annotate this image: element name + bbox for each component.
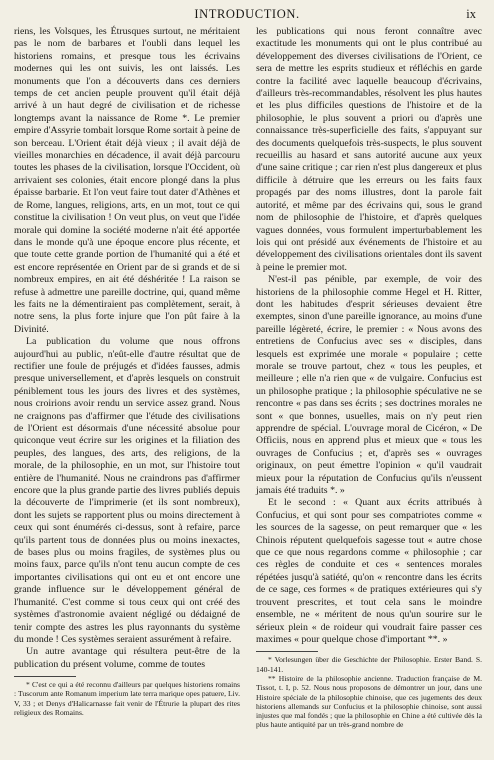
- paragraph: La publication du volume que nous offrons aujourd'hui au public, n'eût-elle d'autre résultat que de rectifier une foule de préjugés et d'idées fausses, admis presque universellement, et d'après lesquels on construit péniblement tous les jours des livres et des systèmes, nous croirions avoir rendu un service assez grand. Nous ne craignons pas d'affirmer que l'étude des civilisations de l'Orient est désormais d'une nécessité absolue pour quiconque veut écrire sur les origines et la filiation des peuples, des langues, des arts, des religions, de la morale, de la philosophie, en un mot, sur l'histoire tout entière de l'humanité. Nous ne craindrons pas d'affirmer encore que la plus grande partie des livres publiés depuis la découverte de l'imprimerie (et ils sont nombreux), dont les sujets se rapportent plus ou moins directement à ceux qui sont énumérés ci-dessus, sont à refaire, parce qu'ils partent tous de données plus ou moins inexactes, de bases plus ou moins fragiles, de systèmes plus ou moins faux, parce qu'ils n'ont tenu aucun compte de ces importantes civilisations qui ont eu et ont encore une grande influence sur le développement général de l'humanité. C'est comme si tous ceux qui ont créé des systèmes d'astronomie avaient négligé ou dédaigné de tenir compte des astres les plus rayonnants du système du monde ! Ces systèmes seraient assurément à refaire.: [14, 336, 240, 645]
- paragraph: riens, les Volsques, les Étrusques surtout, ne méritaient pas le nom de barbares et l'oubli dans lequel les historiens romains, et presque tous les écrivains modernes qui les ont suivis, les ont laissés. Les monuments que l'on a découverts dans ces derniers temps de cet ancien peuple prouvent qu'il était déjà arrivé à un haut degré de civilisation et de richesse longtemps avant la naissance de Rome *. Le premier empire d'Assyrie tombait lorsque Rome sortait à peine de son berceau. L'Orient était déjà vieux ; il avait déjà de vieilles monarchies en décadence, il avait déjà parcouru toutes les phases de la civilisation, lorsque l'Occident, où arrivaient ses colonies, était encore plongé dans la plus épaisse barbarie. Et l'on veut faire tout dater d'Athènes et de Rome, langues, religions, arts, en un mot, tout ce qui constitue la civilisation ! On veut plus, on veut que l'idée morale qui domine la société moderne n'ait été apportée dans le monde qu'à une époque encore plus récente, et que toute cette grande portion de l'humanité qui a été et est encore représentée en Orient par de si grands et de si nombreux empires, en ait été déshéritée ! La raison se refuse à admettre une pareille doctrine, qui, quand même les faits ne la démentiraient pas complètement, serait, à notre sens, la plus forte injure que l'on pût faire à la Divinité.: [14, 26, 240, 335]
- paragraph: N'est-il pas pénible, par exemple, de voir des historiens de la philosophie comme Hegel et H. Ritter, dont les habitudes d'esprit sérieuses devaient être exemptes, sinon d'une pareille ignorance, au moins d'une pareille légèreté, écrire, le premier : « Nous avons des entretiens de Confucius avec ses « disciples, dans lesquels est exprimée une morale « populaire ; cette morale se trouve partout, chez « tous les peuples, et meilleure ; elle n'a rien que « de vulgaire. Confucius est un philosophe pratique ; la philosophie spéculative ne se rencontre « pas dans ses écrits ; ses doctrines morales ne sont « que bonnes, usuelles, mais on n'y peut rien apprendre de spécial. L'ouvrage moral de Cicéron, « De Officiis, nous en apprend plus et mieux que « tous les ouvrages de Confucius ; et, d'après ses « ouvrages originaux, on peut émettre l'opinion « qu'il vaudrait mieux pour la réputation de Confucius qu'ils n'eussent jamais été traduits *. »: [256, 274, 482, 497]
- paragraph: Et le second : « Quant aux écrits attribués à Confucius, et qui sont pour ses compatriotes comme « les sources de la sagesse, on peut remarquer que « les Chinois réputent quelquefois sagesse tout « autre chose que ce que nous regardons comme « philosophie ; car ces règles de conduite et ces « sentences morales répétées jusqu'à satiété, qu'on « rencontre dans les écrits de ce sage, ces formes « de pratiques extérieures qui s'y trouvent prescrites, et tout cela sans le moindre ensemble, ne « méritent de nous qu'un sourire sur le sérieux plein « de roideur qui voudrait faire passer ces maximes « pour quelque chose d'important **. »: [256, 497, 482, 645]
- paragraph: Un autre avantage qui résultera peut-être de la publication du présent volume, comme de toutes: [14, 646, 240, 670]
- page-number: ix: [466, 7, 476, 21]
- footnote: ** Histoire de la philosophie ancienne. Traduction française de M. Tissot, t. I, p. 52. Nous nous proposons de démontrer un jour, dans une Histoire spéciale de la philosophie chinoise, que ces jugements des deux historiens allemands sur Confucius et la philosophie chinoise, sont aussi injustes que mal fondés ; que la philosophie en Chine a été cultivée dès la plus haute antiquité par un très-grand nombre de: [256, 673, 482, 730]
- paragraph: les publications qui nous feront connaître avec exactitude les monuments qui ont le plus contribué au développement des diverses civilisations de l'Orient, ce sera de mettre les esprits studieux et réfléchis en garde contre la facilité avec laquelle beaucoup d'écrivains, d'ailleurs très-recommandables, résolvent les plus hautes et les plus difficiles questions de l'histoire et de la philosophie, le plus souvent a priori ou d'après une connaissance très-superficielle des faits, s'appuyant sur des documents quelquefois très-suspects, le plus souvent recueillis au hasard et sans autorité aucune aux yeux d'une saine critique ; car rien n'est plus dangereux et plus difficile à détruire que les erreurs ou les faits faux propagés par des noms illustres, dont la parole fait autorité, et même par des écrivains qui, sous le grand nom de philosophie de l'histoire, et d'après quelques vagues données, vous formulent imperturbablement les lois qui ont présidé aux événements de l'histoire et au développement des civilisations orientales dont ils savent à peine le premier mot.: [256, 26, 482, 273]
- footnote-rule: [14, 676, 76, 677]
- page-header: [14, 7, 480, 23]
- footnote: * Vorlesungen über die Geschichte der Philosophie. Erster Band. S. 140-141.: [256, 655, 482, 674]
- footnote: * C'est ce qui a été reconnu d'ailleurs par quelques historiens romains : Tuscorum ante Romanum imperium late terra marique opes patuere, Liv. V, 33 ; et Denys d'Halicarnasse fait venir de l'Étrurie la plupart des rites religieux des Romains.: [14, 680, 240, 718]
- footnote-rule: [256, 651, 318, 652]
- running-title: INTRODUCTION.: [194, 7, 300, 21]
- left-column: [14, 26, 240, 717]
- right-column: [256, 26, 482, 730]
